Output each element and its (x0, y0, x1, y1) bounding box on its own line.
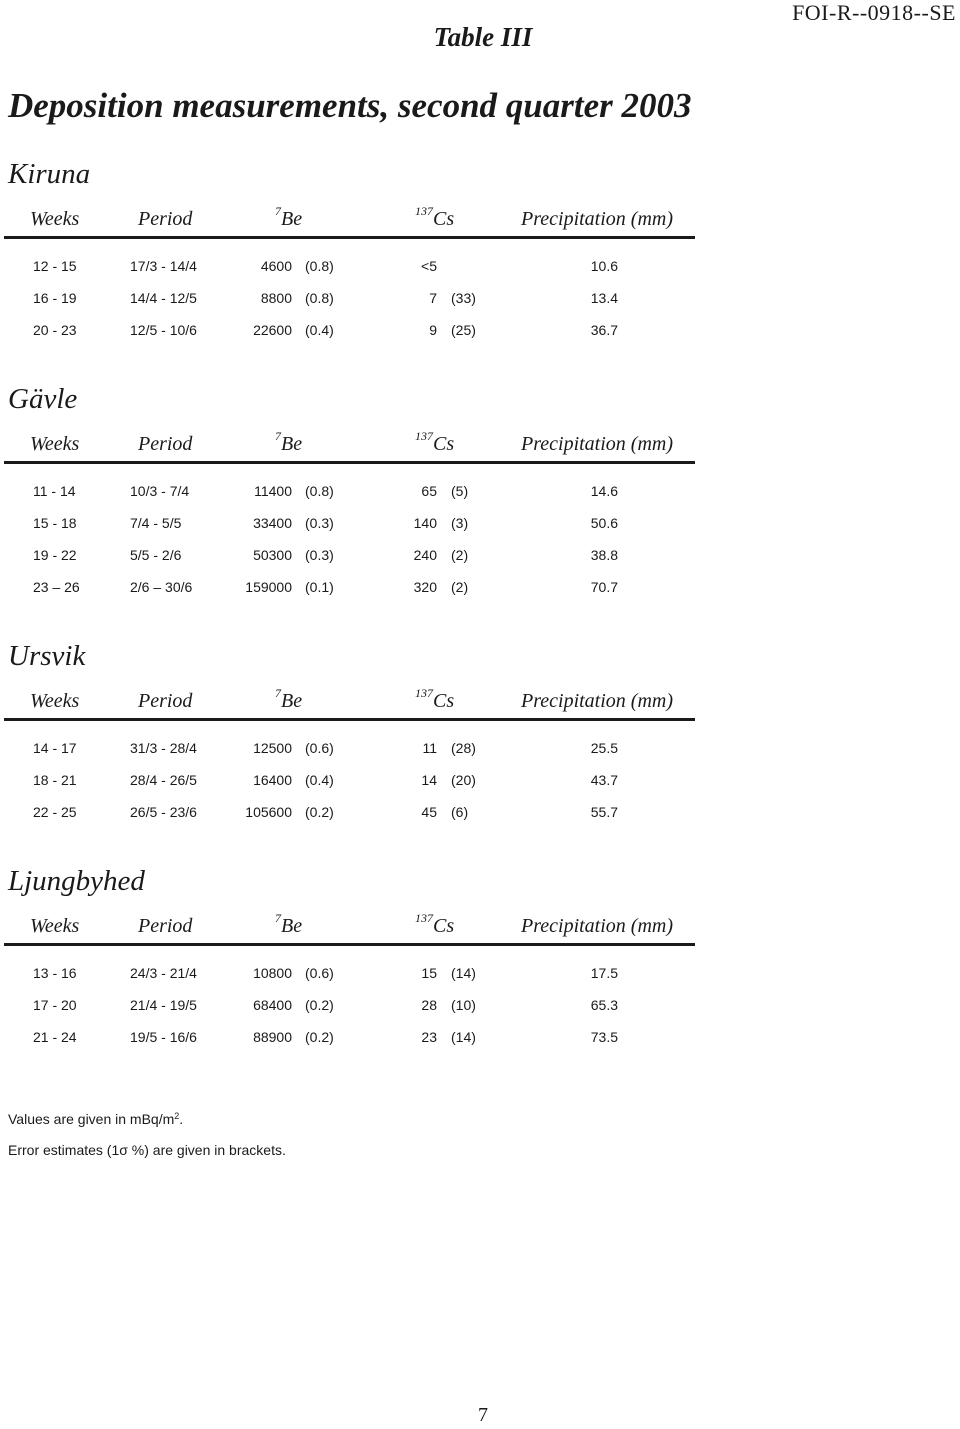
header-precipitation: Precipitation (mm) (521, 208, 674, 230)
cell-period: 31/3 - 28/4 (130, 740, 197, 756)
header-be-superscript: 7 (275, 686, 281, 700)
header-cs-label: Cs (433, 915, 455, 937)
cell-period: 12/5 - 10/6 (130, 322, 197, 338)
cell-cs-value: 240 (413, 547, 437, 563)
cell-be-value: 105600 (245, 804, 292, 820)
header-be-label: Be (281, 915, 303, 937)
table-row (0, 322, 700, 342)
cell-be-value: 159000 (245, 579, 292, 595)
cell-period: 10/3 - 7/4 (130, 483, 190, 499)
cell-weeks: 19 - 22 (33, 547, 77, 563)
cell-cs-value: 7 (429, 290, 437, 306)
cell-weeks: 12 - 15 (33, 258, 77, 274)
header-cs-label: Cs (433, 208, 455, 230)
header-precipitation: Precipitation (mm) (521, 690, 674, 712)
cell-weeks: 21 - 24 (33, 1029, 77, 1045)
cell-precipitation: 36.7 (590, 322, 618, 338)
cell-be-error: (0.2) (305, 1029, 334, 1045)
cell-weeks: 15 - 18 (33, 515, 77, 531)
cell-precipitation: 73.5 (590, 1029, 618, 1045)
units-note-end: . (179, 1111, 184, 1127)
header-rule (4, 943, 695, 946)
table-row (0, 965, 700, 985)
cell-period: 14/4 - 12/5 (130, 290, 197, 306)
cell-weeks: 11 - 14 (33, 483, 76, 499)
header-rule (4, 236, 695, 239)
cell-be-value: 11400 (254, 483, 292, 499)
header-be (275, 429, 303, 456)
header-be-superscript: 7 (275, 204, 281, 218)
cell-be-error: (0.3) (305, 547, 334, 563)
cell-be-value: 22600 (253, 322, 292, 338)
units-note-text: Values are given in mBq/m (8, 1111, 175, 1127)
cell-be-value: 8800 (260, 290, 292, 306)
cell-weeks: 20 - 23 (33, 322, 77, 338)
cell-be-error: (0.8) (305, 290, 334, 306)
cell-cs-value: 14 (421, 772, 437, 788)
header-cs-superscript: 137 (415, 911, 433, 925)
page-number: 7 (478, 1404, 488, 1426)
table-header (0, 686, 700, 716)
header-precipitation: Precipitation (mm) (521, 915, 674, 937)
cell-precipitation: 10.6 (590, 258, 618, 274)
header-cs (415, 204, 455, 231)
cell-cs-value: 28 (421, 997, 437, 1013)
station-name: Kiruna (8, 158, 91, 190)
cell-be-value: 68400 (253, 997, 292, 1013)
cell-be-error: (0.6) (305, 740, 334, 756)
cell-be-value: 4600 (260, 258, 292, 274)
header-cs (415, 686, 455, 713)
table-row (0, 997, 700, 1017)
page-title: Deposition measurements, second quarter 2003 (8, 86, 692, 125)
header-period: Period (138, 433, 193, 455)
cell-be-value: 10800 (253, 965, 292, 981)
header-precipitation: Precipitation (mm) (521, 433, 674, 455)
cell-period: 19/5 - 16/6 (130, 1029, 197, 1045)
cell-cs-value: 45 (421, 804, 437, 820)
cell-be-error: (0.8) (305, 483, 334, 499)
header-be (275, 686, 303, 713)
cell-period: 28/4 - 26/5 (130, 772, 197, 788)
header-cs-label: Cs (433, 690, 455, 712)
cell-weeks: 16 - 19 (33, 290, 77, 306)
cell-weeks: 17 - 20 (33, 997, 77, 1013)
cell-cs-error: (14) (451, 965, 476, 981)
cell-be-value: 16400 (253, 772, 292, 788)
header-be-superscript: 7 (275, 911, 281, 925)
header-rule (4, 718, 695, 721)
report-id: FOI-R--0918--SE (792, 0, 956, 25)
cell-period: 26/5 - 23/6 (130, 804, 197, 820)
header-weeks: Weeks (30, 690, 80, 712)
header-be (275, 911, 303, 938)
table-row (0, 579, 700, 599)
table-row (0, 1029, 700, 1049)
header-cs-superscript: 137 (415, 429, 433, 443)
cell-cs-value: <5 (421, 258, 437, 274)
header-cs-superscript: 137 (415, 686, 433, 700)
table-row (0, 483, 700, 503)
table-row (0, 547, 700, 567)
cell-cs-value: 65 (421, 483, 437, 499)
cell-weeks: 18 - 21 (33, 772, 77, 788)
cell-cs-error: (14) (451, 1029, 476, 1045)
header-rule (4, 461, 695, 464)
cell-be-error: (0.4) (305, 322, 334, 338)
header-weeks: Weeks (30, 208, 80, 230)
cell-precipitation: 38.8 (590, 547, 618, 563)
cell-precipitation: 13.4 (590, 290, 618, 306)
header-be (275, 204, 303, 231)
cell-precipitation: 25.5 (590, 740, 618, 756)
cell-be-error: (0.8) (305, 258, 334, 274)
cell-cs-value: 23 (421, 1029, 437, 1045)
table-header (0, 429, 700, 459)
cell-period: 5/5 - 2/6 (130, 547, 182, 563)
header-be-label: Be (281, 690, 303, 712)
cell-precipitation: 65.3 (590, 997, 618, 1013)
cell-precipitation: 14.6 (590, 483, 618, 499)
cell-cs-error: (3) (451, 515, 469, 531)
header-period: Period (138, 915, 193, 937)
cell-weeks: 13 - 16 (33, 965, 77, 981)
cell-period: 17/3 - 14/4 (130, 258, 197, 274)
station-name: Ljungbyhed (8, 865, 145, 897)
table-row (0, 290, 700, 310)
cell-be-error: (0.1) (305, 579, 334, 595)
footnotes (8, 1104, 286, 1166)
cell-precipitation: 43.7 (590, 772, 618, 788)
cell-be-error: (0.2) (305, 804, 334, 820)
cell-cs-error: (33) (451, 290, 476, 306)
cell-precipitation: 55.7 (590, 804, 618, 820)
table-row (0, 772, 700, 792)
table-header (0, 911, 700, 941)
table-row (0, 515, 700, 535)
cell-cs-value: 140 (413, 515, 437, 531)
header-weeks: Weeks (30, 915, 80, 937)
header-cs-label: Cs (433, 433, 455, 455)
cell-weeks: 14 - 17 (33, 740, 77, 756)
cell-weeks: 23 – 26 (33, 579, 80, 595)
header-period: Period (138, 208, 193, 230)
cell-be-error: (0.2) (305, 997, 334, 1013)
cell-period: 7/4 - 5/5 (130, 515, 182, 531)
table-title: Table III (433, 22, 533, 52)
station-name: Gävle (8, 383, 78, 415)
cell-be-value: 50300 (253, 547, 292, 563)
cell-cs-value: 320 (413, 579, 437, 595)
error-note: Error estimates (1σ %) are given in brackets. (8, 1142, 286, 1158)
table-row (0, 804, 700, 824)
cell-cs-error: (25) (451, 322, 476, 338)
units-note (8, 1104, 286, 1135)
header-cs-superscript: 137 (415, 204, 433, 218)
cell-be-error: (0.4) (305, 772, 334, 788)
cell-cs-error: (28) (451, 740, 476, 756)
cell-precipitation: 70.7 (590, 579, 618, 595)
cell-cs-error: (10) (451, 997, 476, 1013)
table-row (0, 740, 700, 760)
units-note-superscript: 2 (174, 1111, 180, 1121)
header-be-superscript: 7 (275, 429, 281, 443)
cell-period: 2/6 – 30/6 (130, 579, 193, 595)
table-header (0, 204, 700, 234)
cell-cs-error: (6) (451, 804, 469, 820)
header-be-label: Be (281, 433, 303, 455)
cell-cs-error: (2) (451, 547, 469, 563)
cell-cs-error: (2) (451, 579, 469, 595)
header-weeks: Weeks (30, 433, 80, 455)
cell-cs-value: 11 (422, 740, 437, 756)
table-row (0, 258, 700, 278)
cell-be-value: 33400 (253, 515, 292, 531)
cell-cs-error: (5) (451, 483, 469, 499)
cell-be-error: (0.3) (305, 515, 334, 531)
cell-precipitation: 17.5 (590, 965, 618, 981)
cell-be-value: 12500 (253, 740, 292, 756)
cell-weeks: 22 - 25 (33, 804, 77, 820)
cell-cs-value: 15 (421, 965, 437, 981)
header-period: Period (138, 690, 193, 712)
cell-period: 21/4 - 19/5 (130, 997, 197, 1013)
station-name: Ursvik (8, 640, 86, 672)
cell-period: 24/3 - 21/4 (130, 965, 197, 981)
header-cs (415, 429, 455, 456)
cell-cs-value: 9 (429, 322, 437, 338)
cell-precipitation: 50.6 (590, 515, 618, 531)
cell-be-error: (0.6) (305, 965, 334, 981)
header-cs (415, 911, 455, 938)
cell-be-value: 88900 (253, 1029, 292, 1045)
cell-cs-error: (20) (451, 772, 476, 788)
header-be-label: Be (281, 208, 303, 230)
